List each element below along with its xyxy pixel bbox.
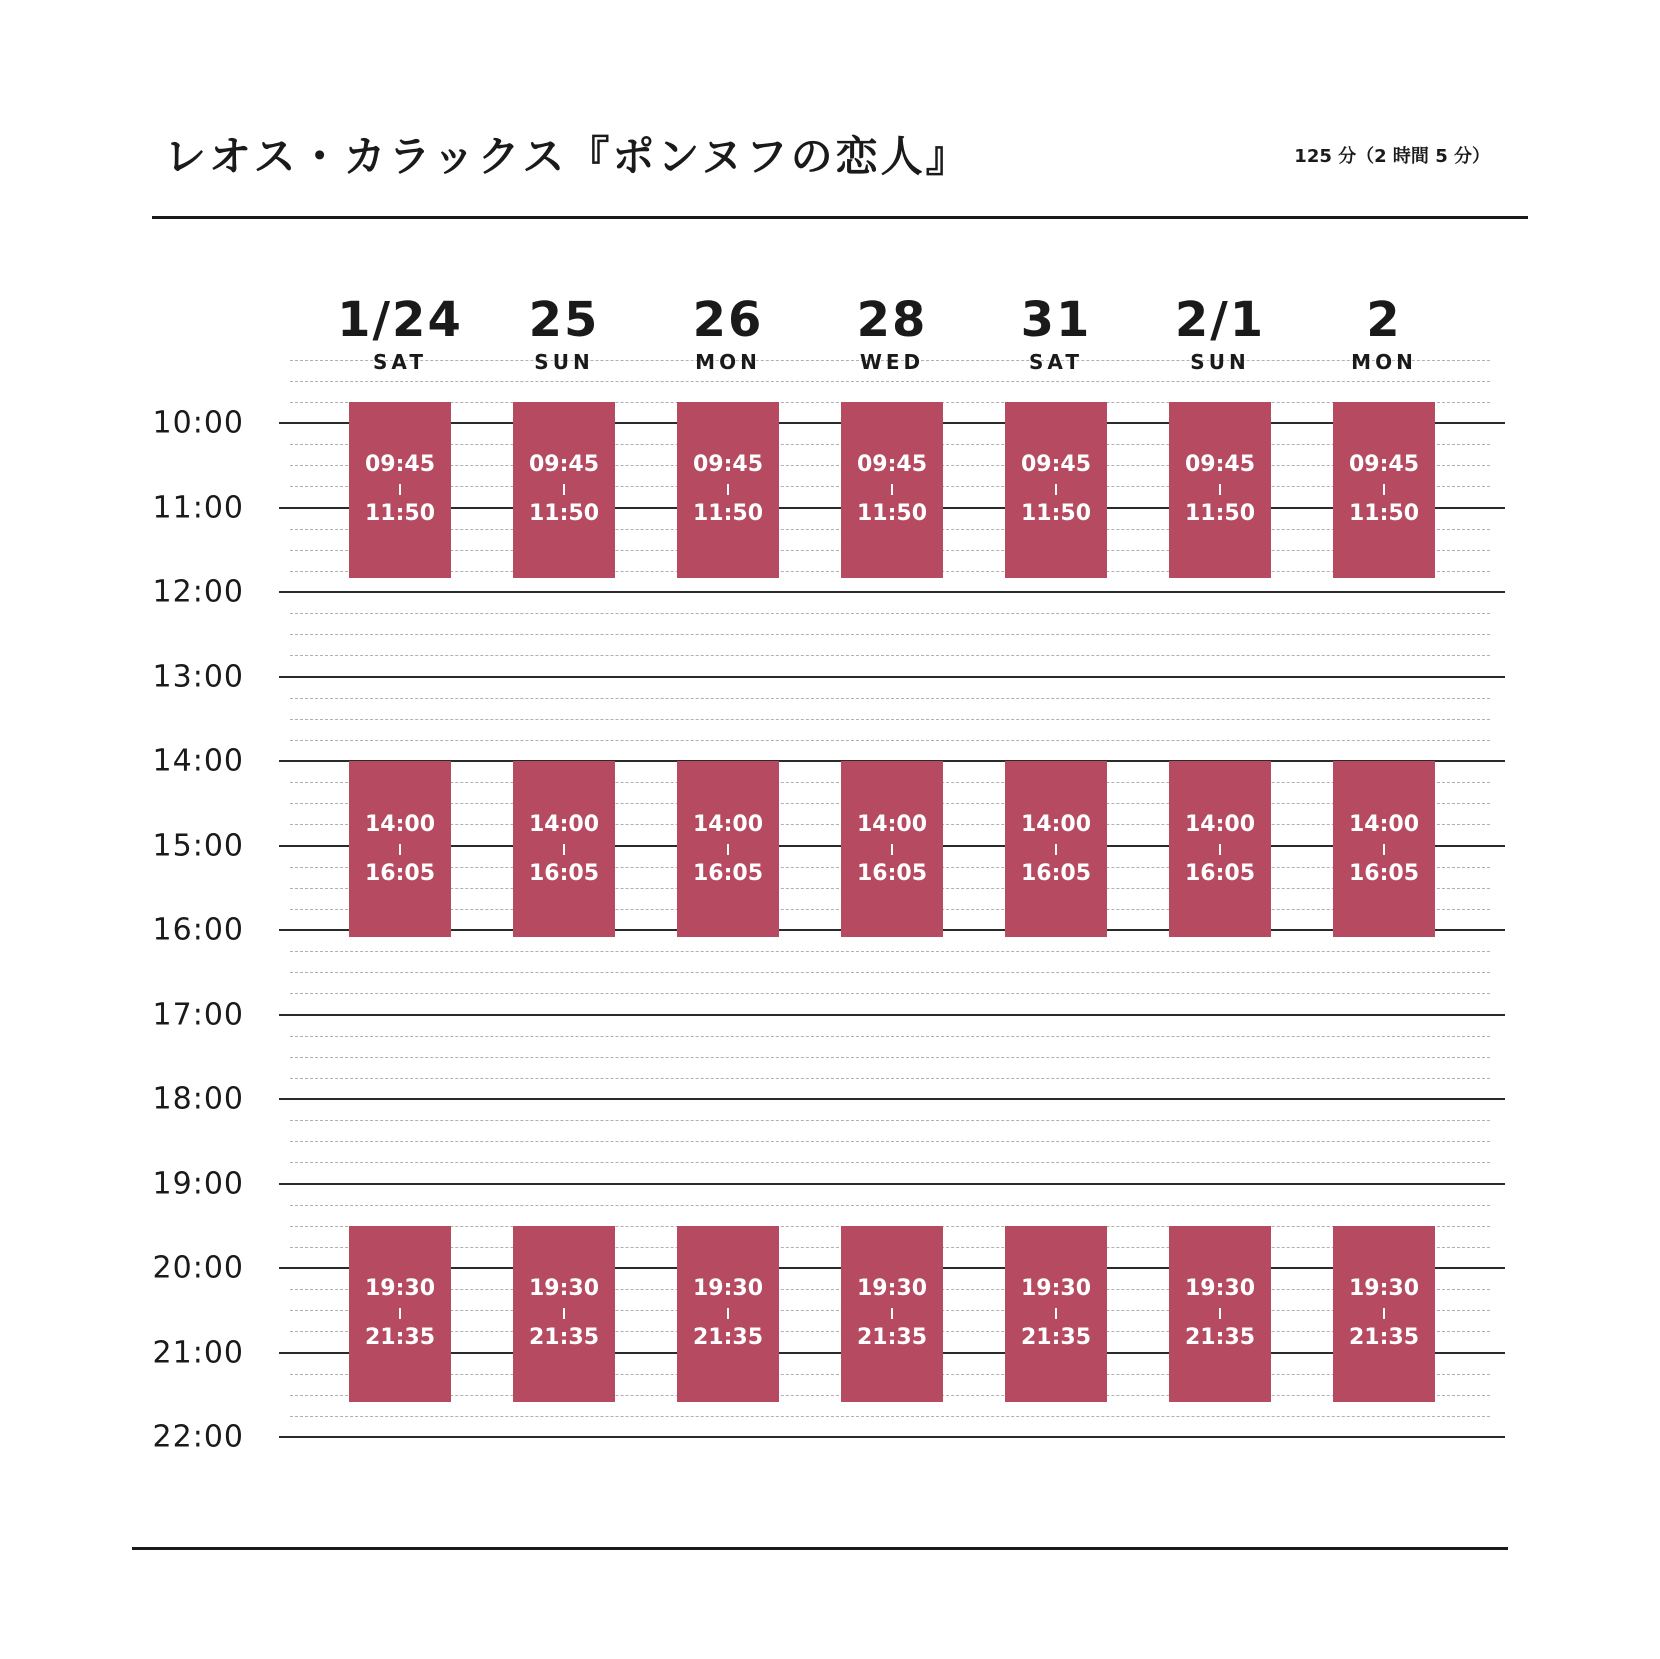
screening-end-time: 16:05 [528,860,600,886]
quarter-hour-gridline [290,1078,1490,1079]
screening-start-time: 19:30 [1020,1276,1092,1302]
quarter-hour-gridline [290,740,1490,741]
screening-block[interactable] [349,1226,451,1402]
quarter-hour-gridline [290,613,1490,614]
day-date: 1/24 [337,292,463,348]
time-label: 18:00 [152,1081,244,1117]
screening-block[interactable] [841,1226,943,1402]
screening-start-time: 14:00 [692,811,764,837]
time-label: 19:00 [152,1166,244,1201]
screening-block[interactable] [1333,761,1435,937]
screening-start-time: 19:30 [692,1276,764,1302]
day-header [966,292,1146,374]
screening-block[interactable] [1333,1226,1435,1402]
screening-block[interactable] [1169,761,1271,937]
time-label: 22:00 [152,1419,244,1455]
footer-divider [132,1547,1508,1550]
day-header [638,292,818,374]
screening-end-time: 11:50 [528,501,600,527]
hour-gridline [279,676,1505,678]
time-separator [891,484,893,495]
day-weekday: SUN [1190,350,1250,374]
day-header [474,292,654,374]
time-separator [727,844,729,855]
time-separator [727,484,729,495]
hour-gridline [279,1098,1505,1100]
day-date: 26 [692,292,764,348]
hour-gridline [279,1014,1505,1016]
screening-end-time: 21:35 [1184,1325,1256,1351]
time-separator [1055,844,1057,855]
screening-end-time: 16:05 [856,860,928,886]
time-separator [1055,1308,1057,1319]
screening-end-time: 21:35 [528,1325,600,1351]
quarter-hour-gridline [290,655,1490,656]
screening-end-time: 11:50 [1020,501,1092,527]
day-header [1294,292,1474,374]
time-separator [563,1308,565,1319]
time-separator [891,1308,893,1319]
quarter-hour-gridline [290,1036,1490,1037]
time-separator [891,844,893,855]
screening-start-time: 14:00 [1348,811,1420,837]
day-weekday: SAT [1029,350,1083,374]
screening-block[interactable] [513,402,615,578]
runtime-label: 125 分（2 時間 5 分） [1294,146,1490,167]
time-label: 17:00 [152,997,244,1032]
screening-end-time: 11:50 [856,501,928,527]
screening-start-time: 09:45 [1020,452,1092,478]
day-weekday: MON [695,350,761,374]
screening-end-time: 21:35 [856,1325,928,1351]
day-date: 25 [528,292,600,348]
time-separator [563,484,565,495]
time-label: 14:00 [152,743,244,779]
time-label: 12:00 [152,574,244,610]
screening-end-time: 11:50 [1184,501,1256,527]
time-label: 21:00 [152,1335,244,1370]
screening-end-time: 16:05 [1020,860,1092,886]
screening-block[interactable] [1169,402,1271,578]
screening-end-time: 16:05 [1348,860,1420,886]
screening-start-time: 09:45 [1184,452,1256,478]
day-weekday: SUN [534,350,594,374]
day-header [802,292,982,374]
screening-block[interactable] [841,761,943,937]
screening-start-time: 19:30 [1184,1276,1256,1302]
quarter-hour-gridline [290,1162,1490,1163]
screening-end-time: 16:05 [692,860,764,886]
quarter-hour-gridline [290,381,1490,382]
screening-end-time: 21:35 [1020,1325,1092,1351]
quarter-hour-gridline [290,719,1490,720]
screening-end-time: 16:05 [364,860,436,886]
day-header [1130,292,1310,374]
screening-start-time: 09:45 [528,452,600,478]
time-separator [563,844,565,855]
quarter-hour-gridline [290,1141,1490,1142]
screening-end-time: 11:50 [1348,501,1420,527]
screening-block[interactable] [841,402,943,578]
hour-gridline [279,1436,1505,1438]
time-separator [1383,844,1385,855]
day-date: 2 [1366,292,1402,348]
quarter-hour-gridline [290,993,1490,994]
screening-block[interactable] [677,402,779,578]
quarter-hour-gridline [290,1057,1490,1058]
screening-end-time: 21:35 [1348,1325,1420,1351]
screening-start-time: 14:00 [1020,811,1092,837]
screening-block[interactable] [677,1226,779,1402]
screening-block[interactable] [1005,402,1107,578]
hour-gridline [279,591,1505,593]
screening-start-time: 14:00 [364,811,436,837]
screening-block[interactable] [1005,1226,1107,1402]
screening-block[interactable] [1169,1226,1271,1402]
screening-block[interactable] [349,402,451,578]
screening-start-time: 09:45 [364,452,436,478]
screening-start-time: 09:45 [1348,452,1420,478]
screening-block[interactable] [1333,402,1435,578]
day-date: 31 [1020,292,1092,348]
day-weekday: MON [1351,350,1417,374]
time-separator [727,1308,729,1319]
time-separator [1219,484,1221,495]
day-date: 28 [856,292,928,348]
time-label: 13:00 [152,659,244,694]
screening-start-time: 14:00 [1184,811,1256,837]
page-title: レオス・カラックス『ポンヌフの恋人』 [164,132,971,181]
time-separator [399,844,401,855]
screening-end-time: 11:50 [692,501,764,527]
time-label: 15:00 [152,828,244,863]
screening-block[interactable] [349,761,451,937]
screening-start-time: 14:00 [528,811,600,837]
day-weekday: WED [859,350,925,374]
time-separator [1219,844,1221,855]
time-separator [399,1308,401,1319]
quarter-hour-gridline [290,951,1490,952]
time-separator [399,484,401,495]
quarter-hour-gridline [290,634,1490,635]
screening-end-time: 21:35 [364,1325,436,1351]
screening-start-time: 19:30 [856,1276,928,1302]
quarter-hour-gridline [290,698,1490,699]
screening-end-time: 21:35 [692,1325,764,1351]
screening-block[interactable] [513,1226,615,1402]
screening-start-time: 19:30 [364,1276,436,1302]
time-separator [1219,1308,1221,1319]
screening-block[interactable] [1005,761,1107,937]
screening-start-time: 09:45 [692,452,764,478]
time-separator [1383,484,1385,495]
time-label: 11:00 [152,490,244,525]
screening-end-time: 16:05 [1184,860,1256,886]
time-label: 20:00 [152,1250,244,1286]
time-label: 16:00 [152,912,244,948]
quarter-hour-gridline [290,972,1490,973]
screening-start-time: 09:45 [856,452,928,478]
quarter-hour-gridline [290,1120,1490,1121]
day-header [310,292,490,374]
quarter-hour-gridline [290,1416,1490,1417]
time-label: 10:00 [152,405,244,441]
screening-block[interactable] [513,761,615,937]
quarter-hour-gridline [290,1205,1490,1206]
screening-start-time: 19:30 [528,1276,600,1302]
screening-start-time: 14:00 [856,811,928,837]
time-separator [1383,1308,1385,1319]
screening-block[interactable] [677,761,779,937]
time-separator [1055,484,1057,495]
screening-start-time: 19:30 [1348,1276,1420,1302]
screening-end-time: 11:50 [364,501,436,527]
day-date: 2/1 [1174,292,1266,348]
hour-gridline [279,1183,1505,1185]
day-weekday: SAT [373,350,427,374]
